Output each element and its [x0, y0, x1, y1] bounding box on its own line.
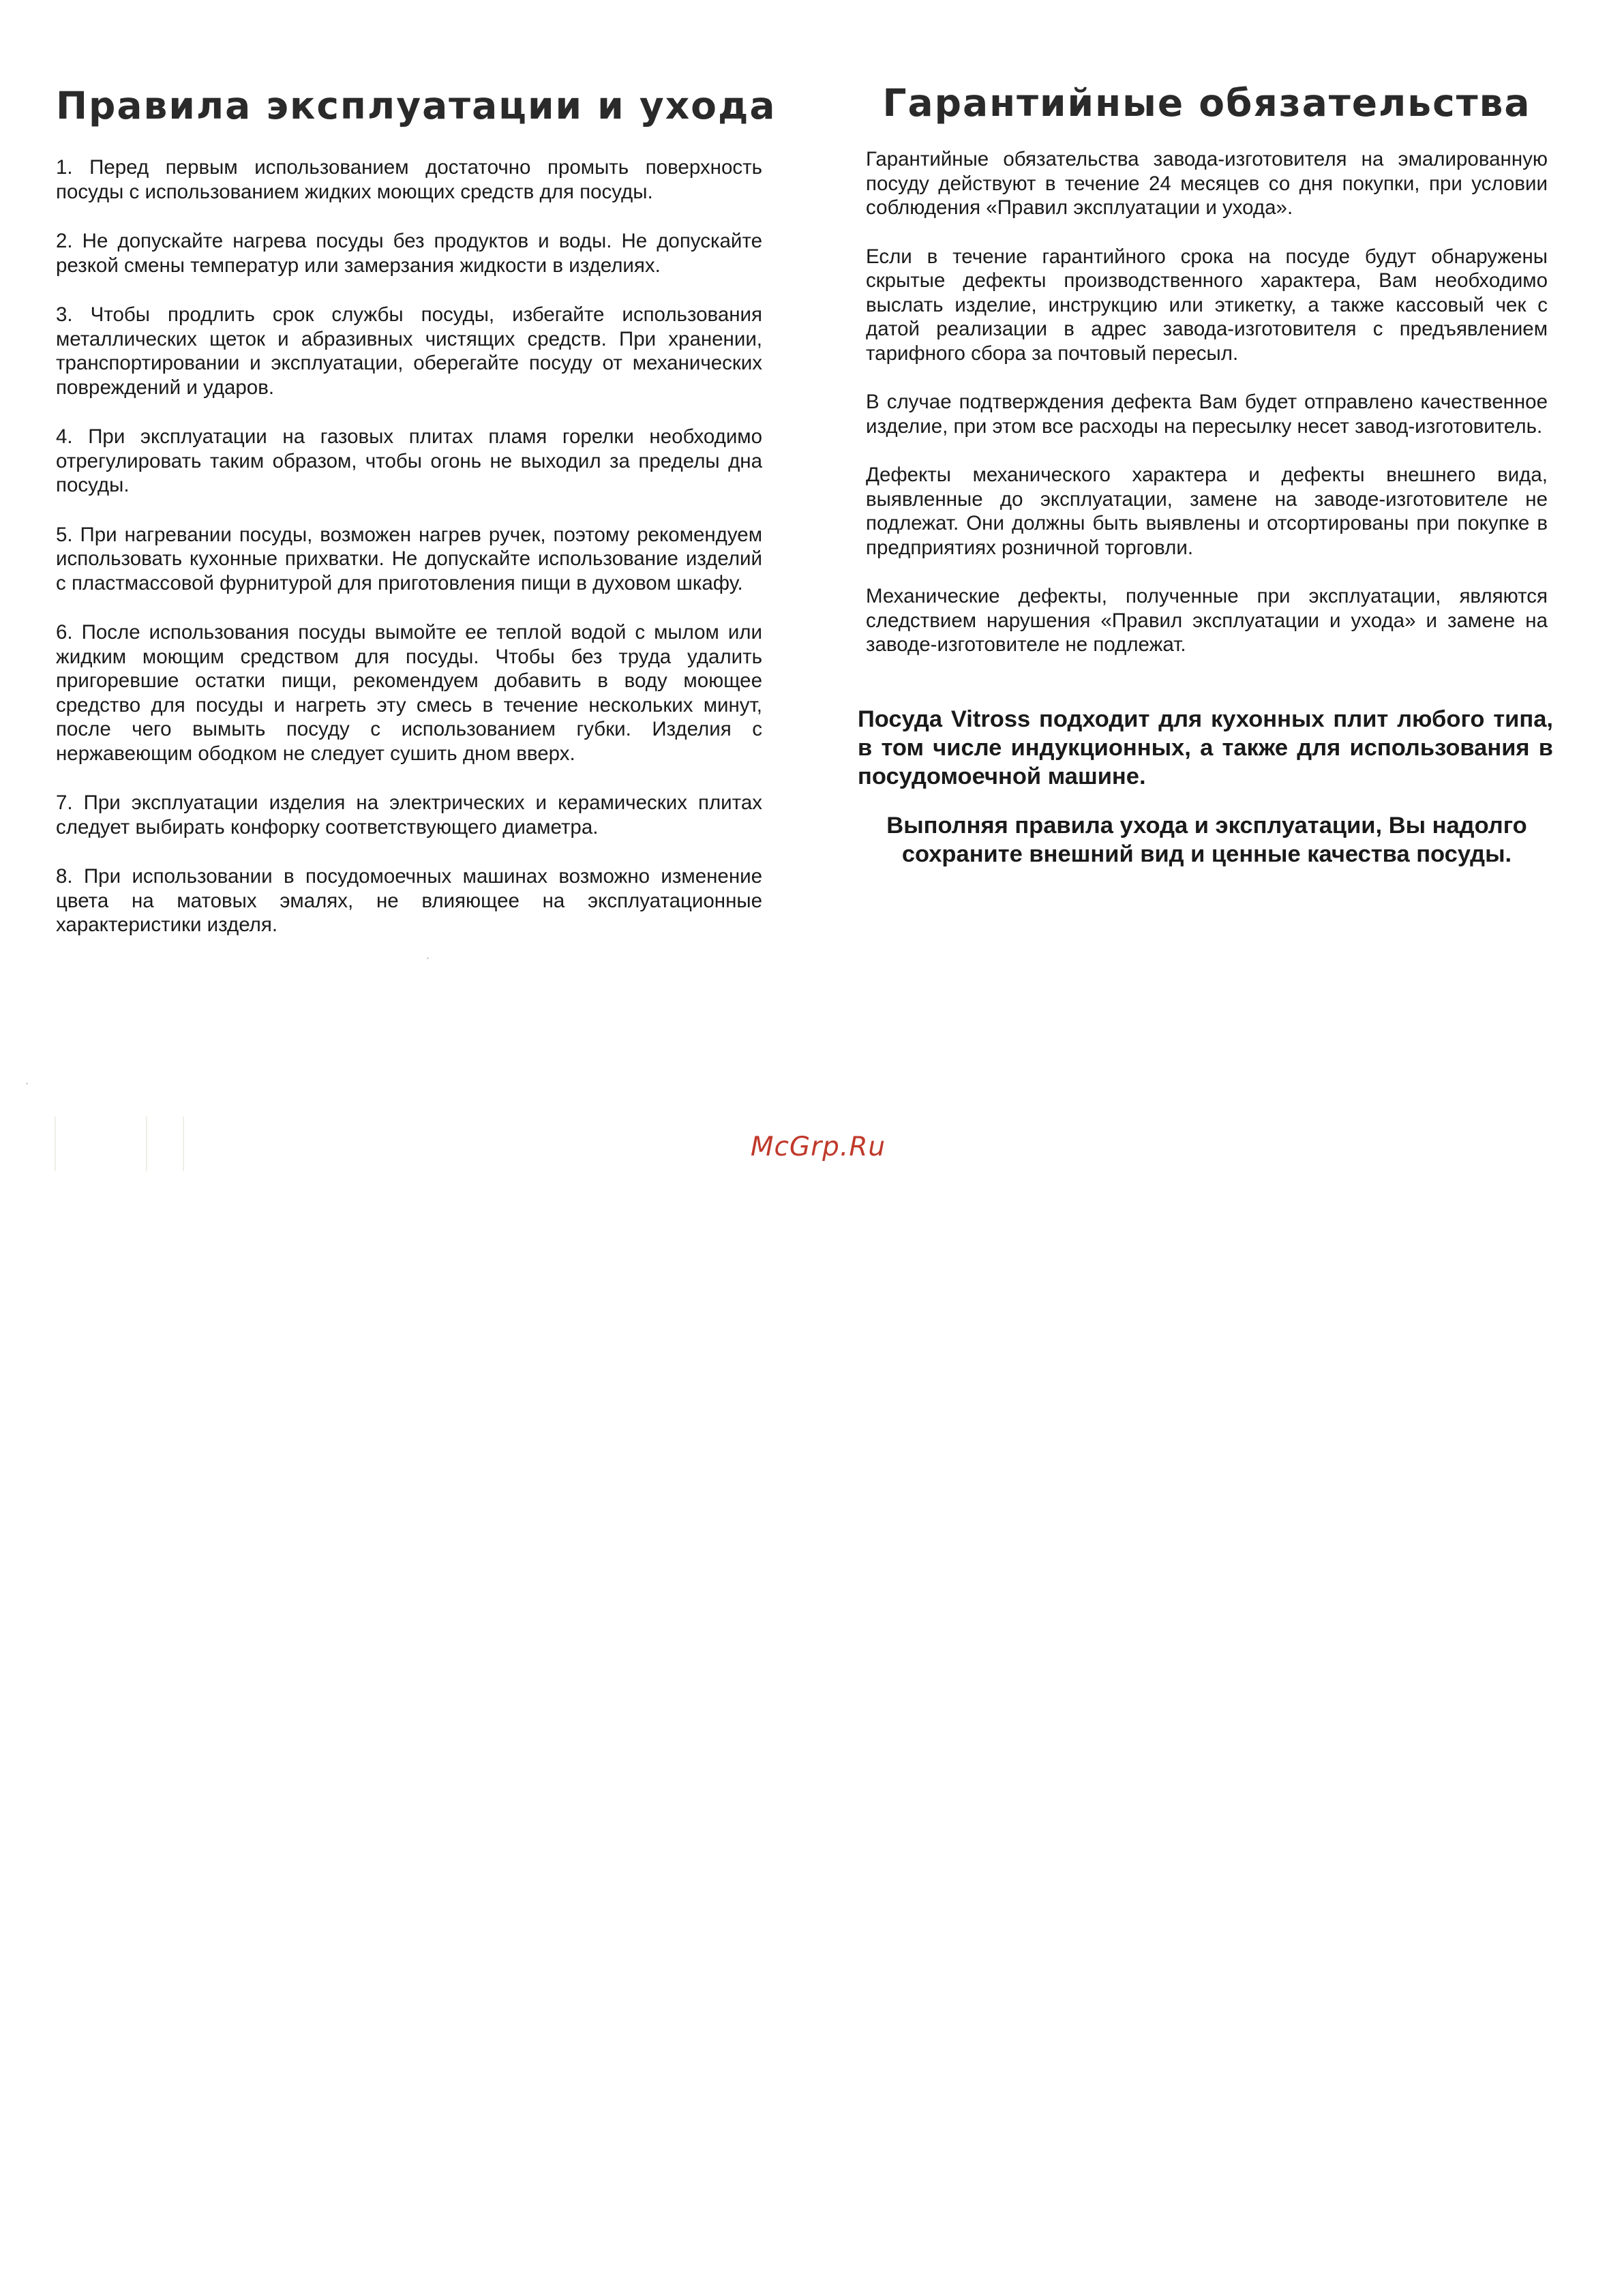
care-rule-6: 6. После использования посуды вымойте ее теплой водой с мылом или жидким моющим средством для посуды. Чтобы без труда удалить пригоревшие остатки пищи, рекомендуем добавить в воду моющее средство для посуды и нагреть эту смесь в течение нескольких минут, после чего вымыть посуду с использованием губки. Изделия с нержавеющим ободком не следует сушить дном вверх.	[56, 621, 762, 765]
care-rule-8: 8. При использовании в посудомоечных машинах возможно изменение цвета на матовых эмалях, не влияющее на эксплуатационные характеристики изделя.	[56, 865, 762, 936]
care-rule-3: 3. Чтобы продлить срок службы посуды, избегайте использования металлических щеток и абразивных чистящих средств. При хранении, транспортировании и эксплуатации, оберегайте посуду от механических повреждений и ударов.	[56, 303, 762, 399]
warranty-title: Гарантийные обязательства	[882, 81, 1531, 125]
scan-artifact	[26, 1083, 28, 1085]
watermark[interactable]: McGrp.Ru	[750, 1132, 886, 1162]
care-rule-2: 2. Не допускайте нагрева посуды без продуктов и воды. Не допускайте резкой смены температур или замерзания жидкости в изделиях.	[56, 230, 762, 277]
care-rule-5: 5. При нагревании посуды, возможен нагрев ручек, поэтому рекомендуем использовать кухонные прихватки. Не допускайте использование изделий с пластмассовой фурнитурой для приготовления пищи в духовом шкафу.	[56, 523, 762, 594]
care-rule-7: 7. При эксплуатации изделия на электрических и керамических плитах следует выбирать конфорку соответствующего диаметра.	[56, 791, 762, 839]
warranty-paragraph-2: Если в течение гарантийного срока на посуде будут обнаружены скрытые дефекты производственного характера, Вам необходимо выслать изделие, инструкцию или этикетку, а также кассовый чек с датой реализации в адрес завода-изготовителя с предъявлением тарифного сбора за почтовый пересыл.	[866, 245, 1548, 365]
care-rules-column	[56, 83, 777, 963]
warranty-paragraph-3: В случае подтверждения дефекта Вам будет отправлено качественное изделие, при этом все расходы на пересылку несет завод-изготовитель.	[866, 391, 1548, 438]
warranty-paragraph-1: Гарантийные обязательства завода-изготовителя на эмалированную посуду действуют в течение 24 месяцев со дня покупки, при условии соблюдения «Правил эксплуатации и ухода».	[866, 148, 1548, 219]
scan-artifact	[183, 1117, 184, 1171]
closing-note: Выполняя правила ухода и эксплуатации, Вы надолго сохраните внешний вид и ценные качества посуды.	[886, 812, 1527, 867]
scan-artifact	[55, 1117, 56, 1171]
warranty-paragraph-5: Механические дефекты, полученные при эксплуатации, являются следствием нарушения «Правил эксплуатации и ухода» и замене на заводе-изготовителе не подлежат.	[866, 585, 1548, 656]
vitross-promo-text: Посуда Vitross подходит для кухонных плит любого типа, в том числе индукционных, а также для использования в посудомоечной машине.	[858, 706, 1553, 789]
warranty-paragraph-4: Дефекты механического характера и дефекты внешнего вида, выявленные до эксплуатации, замене на заводе-изготовителе не подлежат. Они должны быть выявлены и отсортированы при покупке в предприятиях розничной торговли.	[866, 464, 1548, 559]
scan-artifact	[146, 1117, 147, 1171]
warranty-column	[858, 80, 1553, 868]
scan-artifact	[427, 957, 429, 959]
care-rule-4: 4. При эксплуатации на газовых плитах пламя горелки необходимо отрегулировать таким образом, чтобы огонь не выходил за пределы дна посуды.	[56, 425, 762, 496]
care-rule-1: 1. Перед первым использованием достаточно промыть поверхность посуды с использованием жидких моющих средств для посуды.	[56, 156, 762, 203]
care-rules-title: Правила эксплуатации и ухода	[56, 84, 777, 127]
